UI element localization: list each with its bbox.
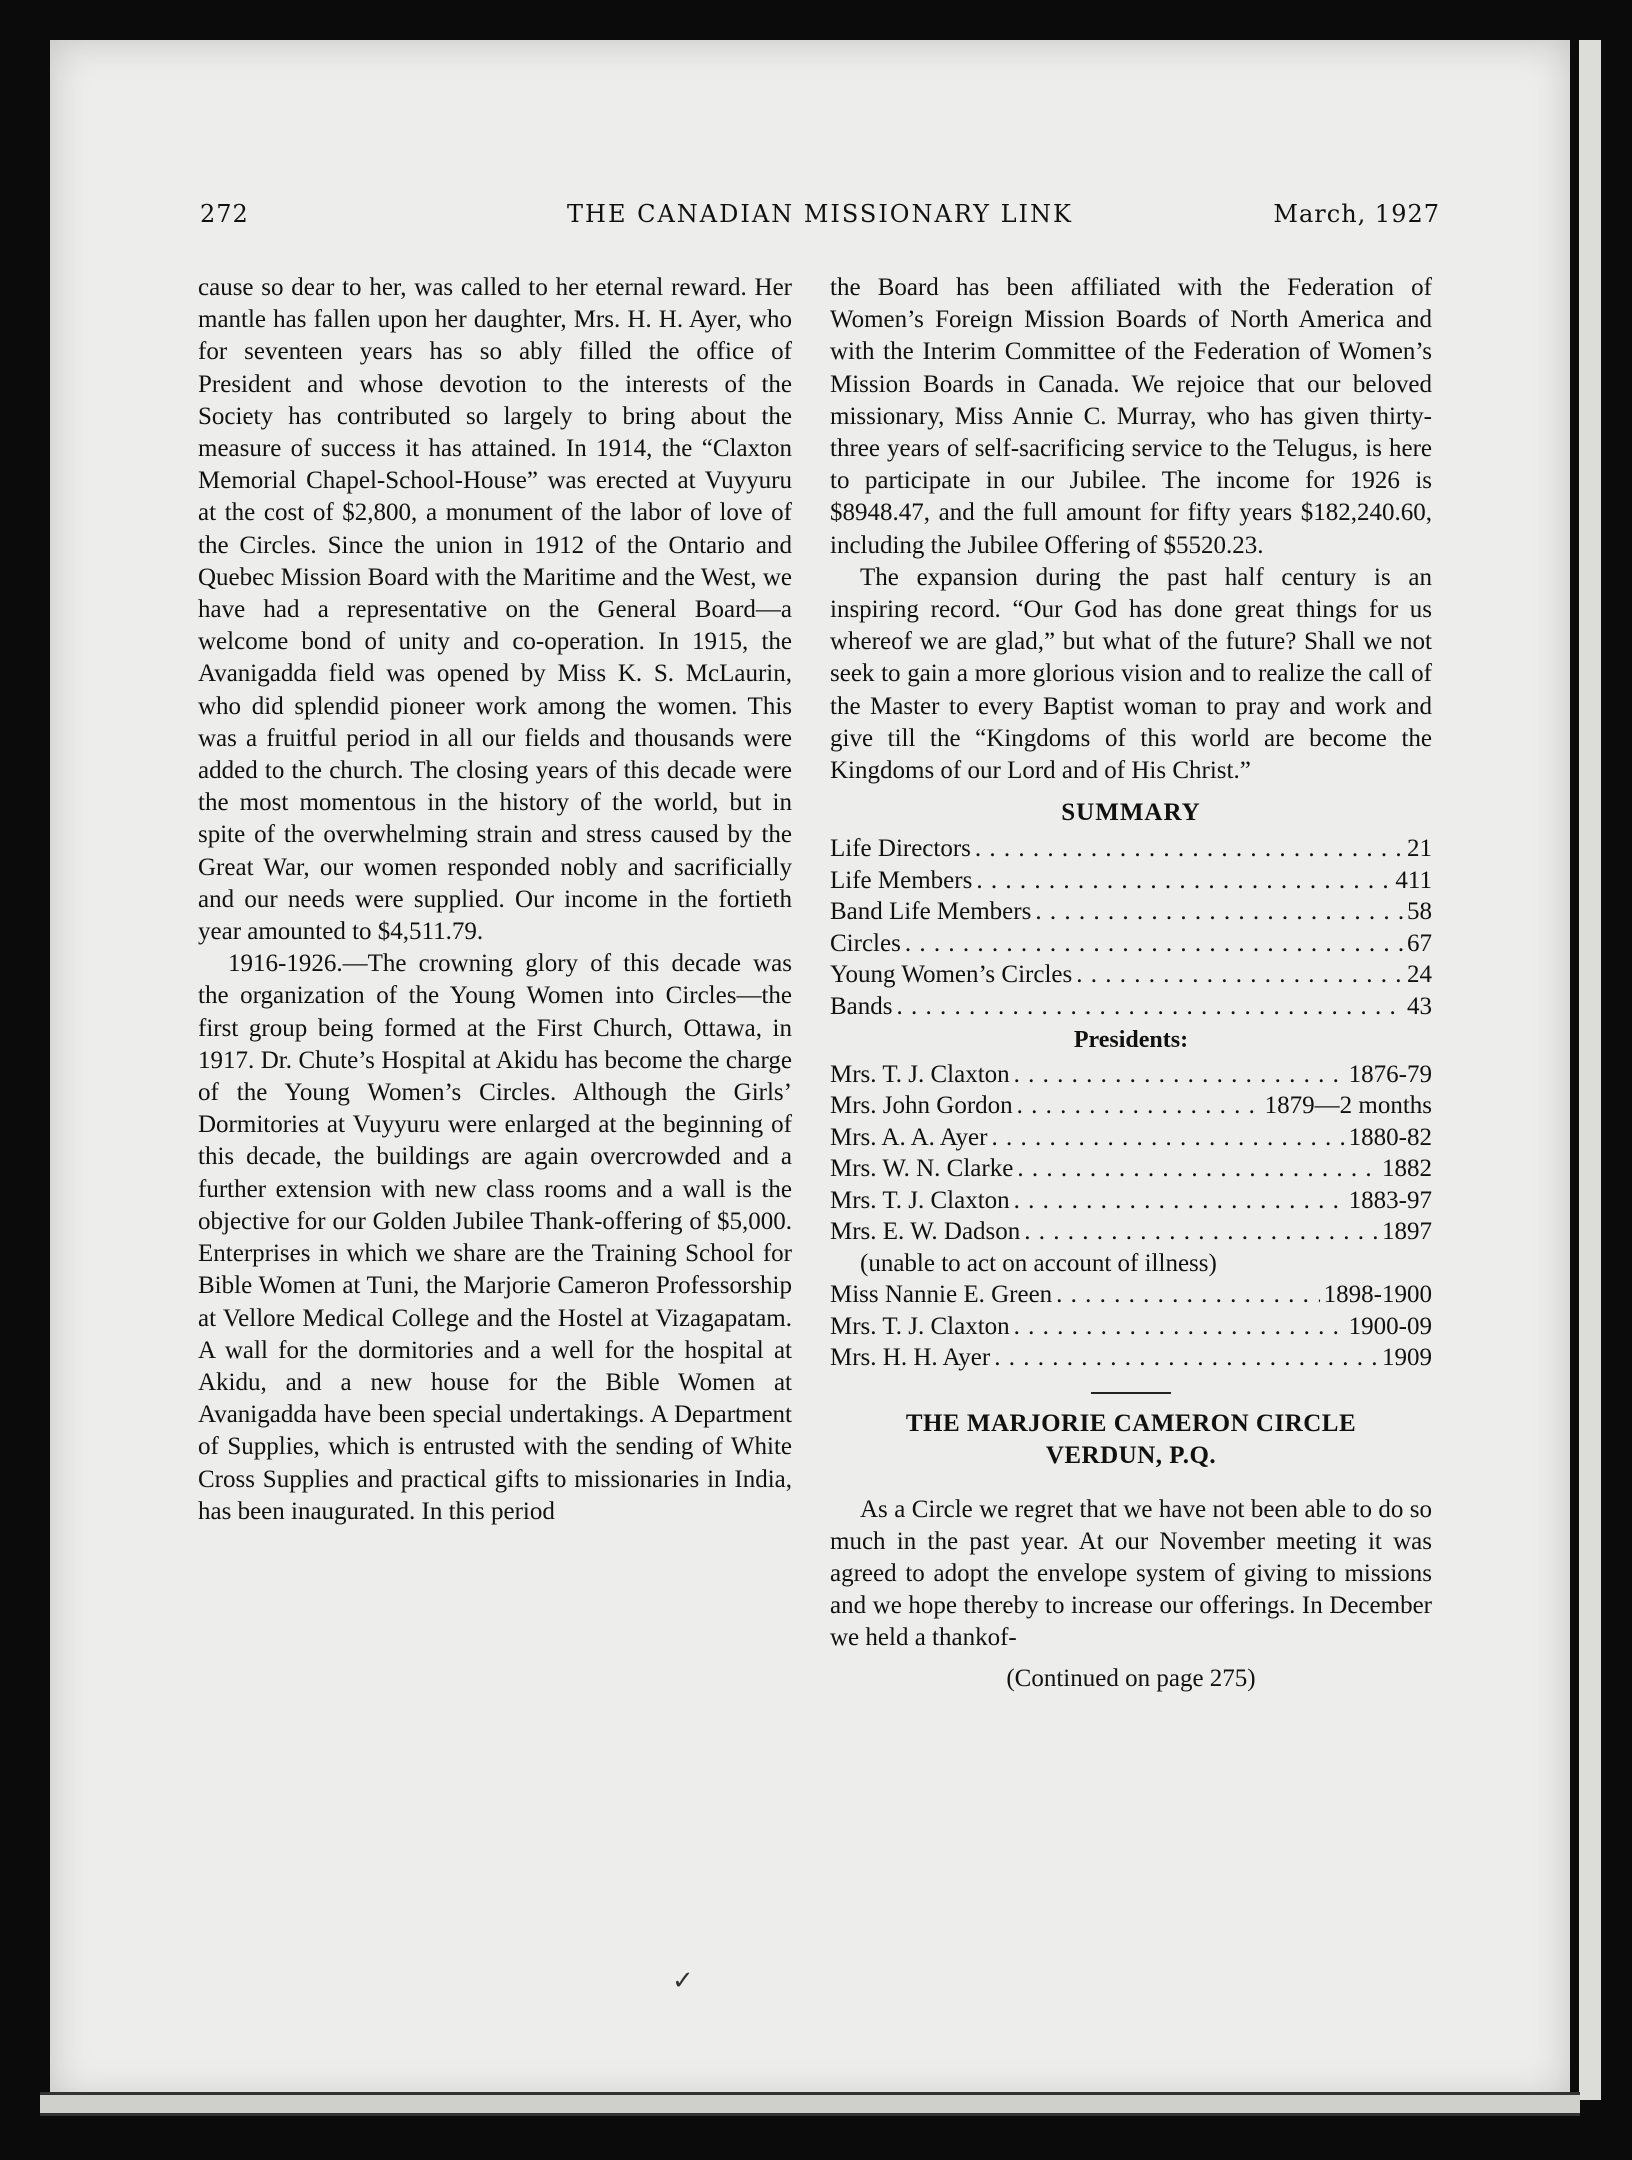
president-row [830,1059,1432,1091]
page-number: 272 [200,200,249,228]
president-name: Mrs. T. J. Claxton [830,1186,1010,1214]
circle-heading-line: THE MARJORIE CAMERON CIRCLE [905,1409,1357,1437]
row-label: Band Life Members [830,898,1032,926]
dot-leader [991,1122,1344,1154]
row-label: Life Directors [830,835,971,863]
summary-row [830,865,1432,897]
circle-article-paragraph: As a Circle we regret that we have not been able to do so much in the past year. At our November meeting it was agreed to adopt the envelope system of giving to missions and we hope thereby to increase our offerings. In December we held a thankof- [830,1495,1432,1652]
continued-notice: (Continued on page 275) [1006,1664,1256,1692]
dot-leader [897,991,1404,1023]
dot-leader [976,865,1391,897]
president-name: Mrs. W. N. Clarke [830,1155,1014,1183]
president-note: (unable to act on account of illness) [860,1249,1217,1277]
president-row [830,1342,1432,1374]
president-years: 1882 [1382,1155,1432,1183]
dot-leader [1017,1153,1378,1185]
president-years: 1900-09 [1348,1312,1432,1340]
president-years: 1883-97 [1348,1186,1432,1214]
dot-leader [1035,896,1403,928]
issue-date: March, 1927 [1273,200,1440,228]
president-row [830,1090,1432,1122]
dot-leader [1014,1185,1345,1217]
summary-row [830,959,1432,991]
dot-leader [905,928,1403,960]
summary-row [830,833,1432,865]
row-label: Life Members [830,866,973,894]
president-name: Mrs. John Gordon [830,1092,1013,1120]
presidents-list [830,1059,1432,1374]
article-paragraph: 1916-1926.—The crowning glory of this decade was the organization of the Young Women into Circles—the first group being formed at the First Church, Ottawa, in 1917. Dr. Chute’s Hospital at Akidu has become the charge of the Young Women’s Circles. Although the Girls’ Dormitories at Vuyyuru were enlarged at the beginning of this decade, the buildings are again overcrowded and a further extension with new class rooms and a wall is the objective for our Golden Jubilee Thank-offering of $5,000. Enterprises in which we share are the Training School for Bible Women at Tuni, the Marjorie Cameron Professorship at Vellore Medical College and the Hostel at Vizagapatam. A wall for the dormitories and a well for the hospital at Akidu, and a new house for the Bible Women at Avanigadda have been special undertakings. A Department of Supplies, which is entrusted with the sending of White Cross Supplies and practical gifts to missionaries in India, has been inaugurated. In this period [198,950,792,1525]
row-label: Young Women’s Circles [830,961,1073,989]
dot-leader [1014,1311,1345,1343]
row-value: 43 [1407,992,1432,1020]
dot-leader [994,1342,1378,1374]
section-divider [1091,1392,1171,1394]
row-value: 67 [1407,929,1432,957]
dot-leader [975,833,1403,865]
summary-row [830,928,1432,960]
row-value: 58 [1407,898,1432,926]
president-row [830,1122,1432,1154]
president-name: Mrs. T. J. Claxton [830,1060,1010,1088]
dot-leader [1076,959,1403,991]
left-column [198,272,792,1528]
president-row [830,1185,1432,1217]
summary-heading: SUMMARY [1061,799,1201,827]
row-label: Bands [830,992,893,1020]
next-page-edge [1575,40,1601,2100]
president-name: Miss Nannie E. Green [830,1281,1053,1309]
circle-article-heading [830,1408,1432,1472]
dot-leader [1024,1216,1378,1248]
article-paragraph: The expansion during the past half century is an inspiring record. “Our God has done great things for us whereof we are glad,” but what of the future? Shall we not seek to gain a more glorious vision and to realize the call of the Master to every Baptist woman to pray and work and give till the “Kingdoms of this world are become the Kingdoms of our Lord and of His Christ.” [830,563,1432,785]
right-column [830,272,1432,1695]
row-value: 21 [1407,835,1432,863]
president-name: Mrs. E. W. Dadson [830,1218,1021,1246]
presidents-heading: Presidents: [1073,1027,1189,1054]
president-years: 1880-82 [1348,1123,1432,1151]
president-name: Mrs. T. J. Claxton [830,1312,1010,1340]
president-years: 1898-1900 [1323,1281,1432,1309]
pencil-check-mark: ✓ [672,1966,694,1996]
president-row [830,1216,1432,1248]
summary-row [830,896,1432,928]
dot-leader [1056,1279,1320,1311]
publication-title: THE CANADIAN MISSIONARY LINK [567,200,1073,228]
summary-row [830,991,1432,1023]
circle-heading-line: VERDUN, P.Q. [1045,1441,1217,1469]
president-years: 1909 [1382,1344,1432,1372]
president-years: 1879—2 months [1264,1092,1432,1120]
row-label: Circles [830,929,901,957]
dot-leader [1017,1090,1261,1122]
page-header [200,200,1440,250]
article-paragraph: the Board has been affiliated with the Federation of Women’s Foreign Mission Boards of North America and with the Interim Committee of the Federation of Women’s Mission Boards in Canada. We rejoice that our beloved missionary, Miss Annie C. Murray, who has given thirty-three years of self-sacrificing service to the Telugus, is here to participate in our Jubilee. The income for 1926 is $8948.47, and the full amount for fifty years $182,240.60, including the Jubilee Offering of $5520.23. [830,274,1432,559]
president-name: Mrs. A. A. Ayer [830,1123,988,1151]
row-value: 411 [1395,866,1432,894]
dot-leader [1014,1059,1345,1091]
president-name: Mrs. H. H. Ayer [830,1344,991,1372]
president-years: 1876-79 [1348,1060,1432,1088]
summary-table [830,833,1432,1022]
article-paragraph: cause so dear to her, was called to her eternal reward. Her mantle has fallen upon her daughter, Mrs. H. H. Ayer, who for seventeen years has so ably filled the office of President and whose devotion to the interests of the Society has contributed so largely to bring about the measure of success it has attained. In 1914, the “Claxton Memorial Chapel-School-House” was erected at Vuyyuru at the cost of $2,800, a monument of the labor of love of the Circles. Since the union in 1912 of the Ontario and Quebec Mission Board with the Maritime and the West, we have had a representative on the General Board—a welcome bond of unity and co-operation. In 1915, the Avanigadda field was opened by Miss K. S. McLaurin, who did splendid pioneer work among the women. This was a fruitful period in all our fields and thousands were added to the church. The closing years of this decade were the most momentous in the history of the world, but in spite of the overwhelming strain and stress caused by the Great War, our women responded nobly and sacrificially and our needs were supplied. Our income in the fortieth year amounted to $4,511.79. [198,274,792,946]
row-value: 24 [1407,961,1432,989]
president-years: 1897 [1382,1218,1432,1246]
president-row [830,1153,1432,1185]
president-row [830,1311,1432,1343]
page-bottom-edge [40,2092,1580,2116]
president-row [830,1279,1432,1311]
